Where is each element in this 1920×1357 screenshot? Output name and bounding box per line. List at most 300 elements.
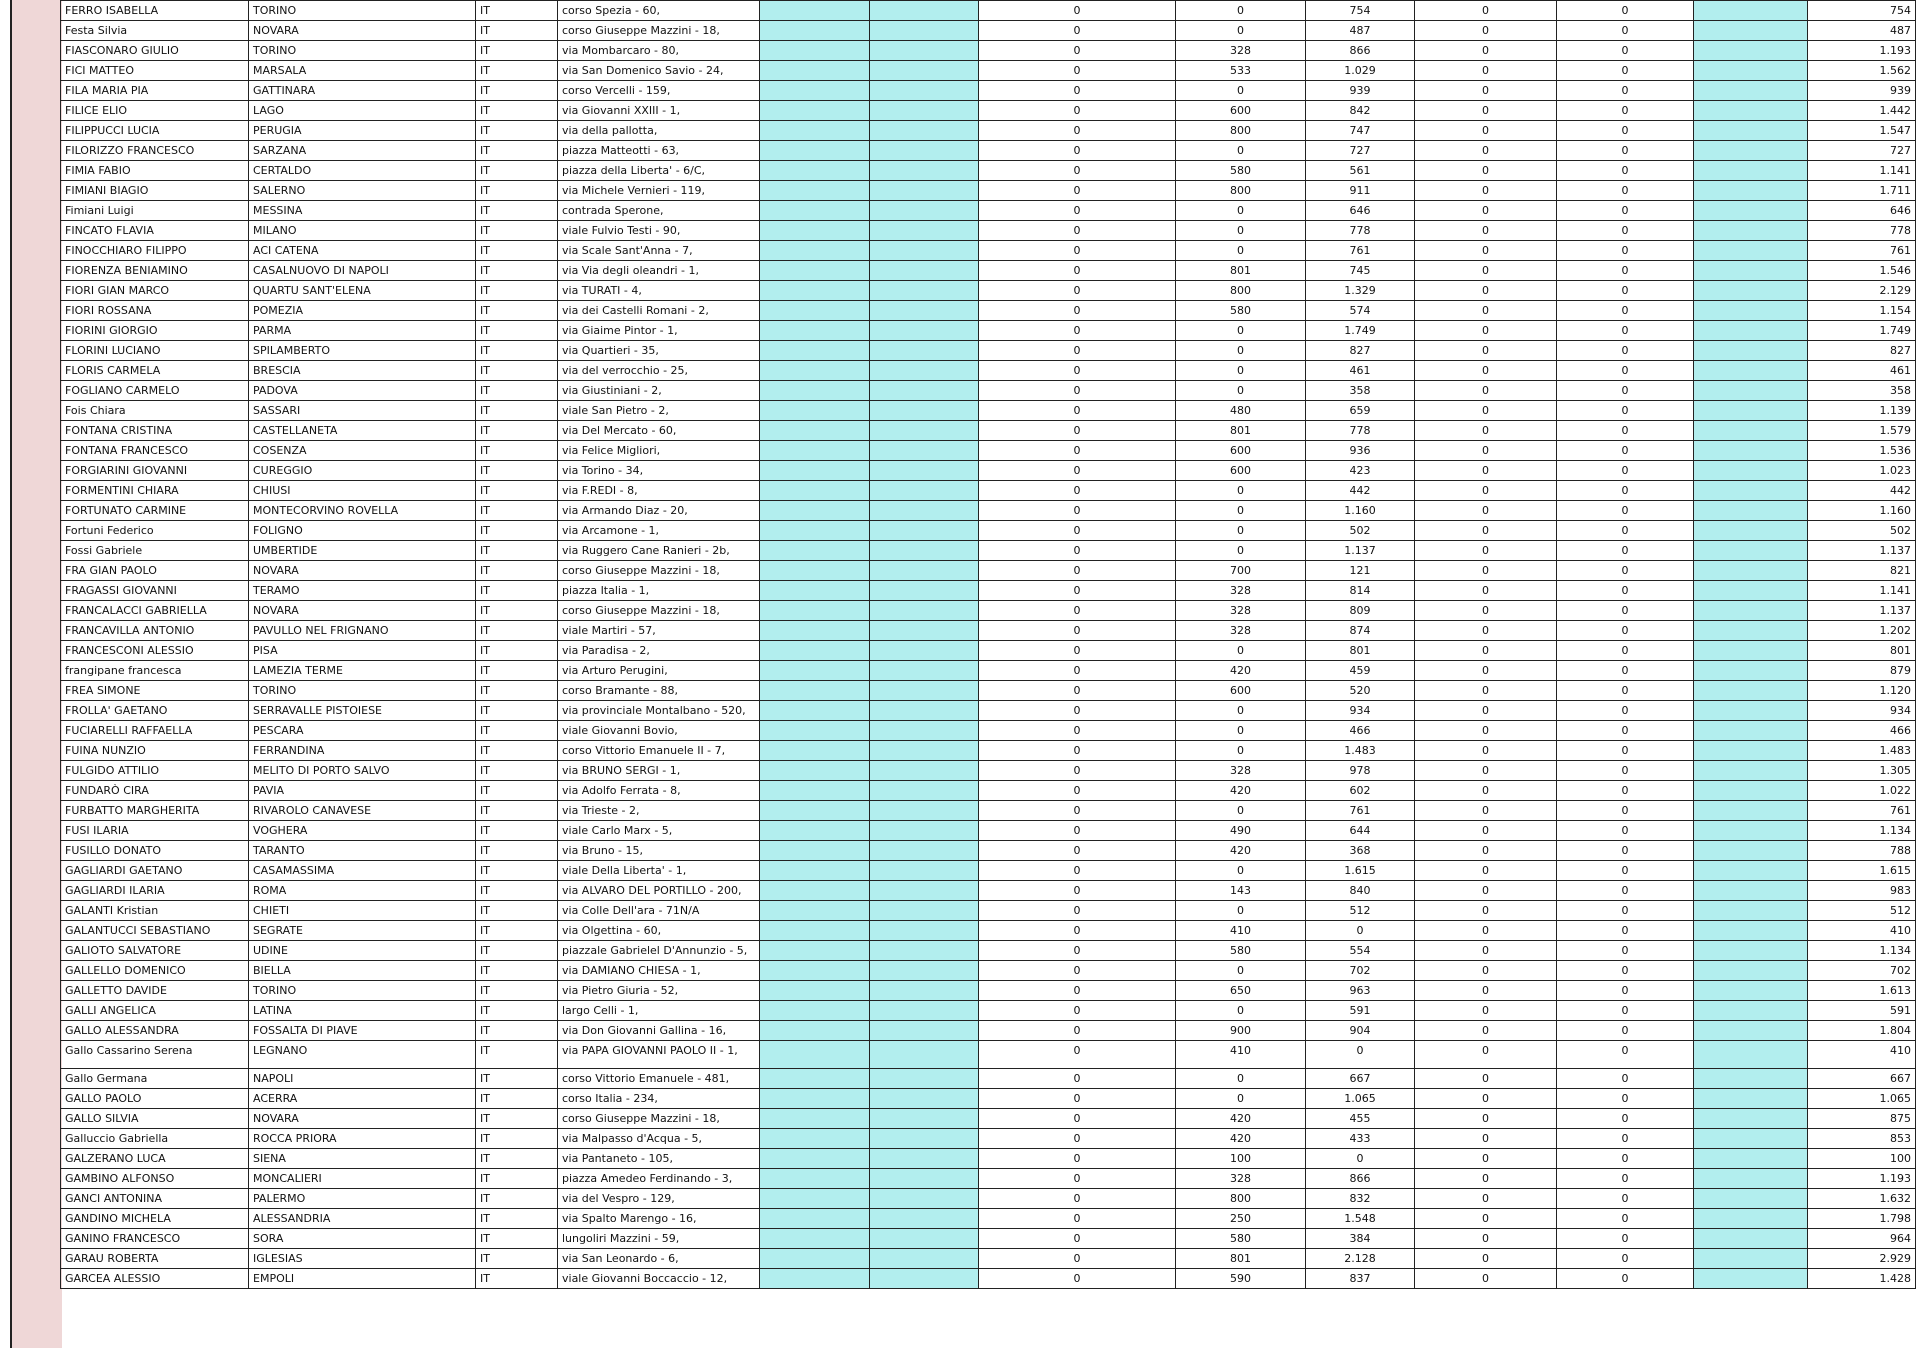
address-cell: piazza Amedeo Ferdinando - 3,: [558, 1169, 760, 1189]
city-cell: SIENA: [249, 1149, 476, 1169]
highlight-cell: [760, 1041, 870, 1069]
highlight-cell: [1694, 521, 1808, 541]
amount-cell-5: 0: [1557, 581, 1694, 601]
amount-cell-2: 0: [1176, 641, 1306, 661]
amount-cell-5: 0: [1557, 121, 1694, 141]
city-cell: EMPOLI: [249, 1269, 476, 1289]
highlight-cell: [870, 221, 979, 241]
amount-cell-5: 0: [1557, 781, 1694, 801]
table-row: [61, 961, 1916, 981]
amount-cell-1: 0: [979, 481, 1176, 501]
country-cell: IT: [476, 261, 558, 281]
table-row: [61, 1249, 1916, 1269]
amount-cell-3: 0: [1306, 921, 1415, 941]
name-cell: GANDINO MICHELA: [61, 1209, 249, 1229]
highlight-cell: [1694, 301, 1808, 321]
table-row: [61, 361, 1916, 381]
amount-cell-2: 0: [1176, 81, 1306, 101]
city-cell: TORINO: [249, 981, 476, 1001]
amount-cell-3: 1.548: [1306, 1209, 1415, 1229]
amount-cell-3: 487: [1306, 21, 1415, 41]
amount-cell-1: 0: [979, 261, 1176, 281]
amount-cell-1: 0: [979, 781, 1176, 801]
amount-cell-4: 0: [1415, 1189, 1557, 1209]
city-cell: PADOVA: [249, 381, 476, 401]
highlight-cell: [1694, 1109, 1808, 1129]
total-cell: 964: [1808, 1229, 1916, 1249]
amount-cell-4: 0: [1415, 1229, 1557, 1249]
highlight-cell: [1694, 1041, 1808, 1069]
highlight-cell: [870, 641, 979, 661]
amount-cell-3: 827: [1306, 341, 1415, 361]
highlight-cell: [870, 1229, 979, 1249]
table-row: [61, 981, 1916, 1001]
total-cell: 761: [1808, 241, 1916, 261]
total-cell: 1.141: [1808, 161, 1916, 181]
city-cell: PERUGIA: [249, 121, 476, 141]
highlight-cell: [870, 401, 979, 421]
amount-cell-5: 0: [1557, 701, 1694, 721]
country-cell: IT: [476, 341, 558, 361]
amount-cell-5: 0: [1557, 801, 1694, 821]
amount-cell-5: 0: [1557, 1249, 1694, 1269]
amount-cell-5: 0: [1557, 881, 1694, 901]
name-cell: GALLO SILVIA: [61, 1109, 249, 1129]
amount-cell-1: 0: [979, 1069, 1176, 1089]
highlight-cell: [870, 481, 979, 501]
address-cell: viale Fulvio Testi - 90,: [558, 221, 760, 241]
total-cell: 1.579: [1808, 421, 1916, 441]
amount-cell-4: 0: [1415, 1089, 1557, 1109]
total-cell: 1.483: [1808, 741, 1916, 761]
highlight-cell: [870, 821, 979, 841]
amount-cell-2: 0: [1176, 961, 1306, 981]
address-cell: viale San Pietro - 2,: [558, 401, 760, 421]
total-cell: 667: [1808, 1069, 1916, 1089]
highlight-cell: [1694, 1069, 1808, 1089]
amount-cell-4: 0: [1415, 241, 1557, 261]
table-row: [61, 581, 1916, 601]
highlight-cell: [870, 441, 979, 461]
highlight-cell: [760, 901, 870, 921]
name-cell: FORMENTINI CHIARA: [61, 481, 249, 501]
highlight-cell: [760, 541, 870, 561]
amount-cell-2: 0: [1176, 21, 1306, 41]
highlight-cell: [1694, 701, 1808, 721]
amount-cell-3: 801: [1306, 641, 1415, 661]
amount-cell-1: 0: [979, 1229, 1176, 1249]
address-cell: contrada Sperone,: [558, 201, 760, 221]
highlight-cell: [760, 161, 870, 181]
amount-cell-3: 554: [1306, 941, 1415, 961]
highlight-cell: [870, 201, 979, 221]
highlight-cell: [760, 321, 870, 341]
name-cell: FIORI GIAN MARCO: [61, 281, 249, 301]
amount-cell-4: 0: [1415, 621, 1557, 641]
amount-cell-4: 0: [1415, 561, 1557, 581]
name-cell: FICI MATTEO: [61, 61, 249, 81]
highlight-cell: [870, 161, 979, 181]
amount-cell-1: 0: [979, 1001, 1176, 1021]
highlight-cell: [870, 261, 979, 281]
amount-cell-3: 455: [1306, 1109, 1415, 1129]
name-cell: FERRO ISABELLA: [61, 1, 249, 21]
city-cell: GATTINARA: [249, 81, 476, 101]
highlight-cell: [870, 961, 979, 981]
name-cell: Fossi Gabriele: [61, 541, 249, 561]
total-cell: 1.305: [1808, 761, 1916, 781]
name-cell: FRA GIAN PAOLO: [61, 561, 249, 581]
highlight-cell: [760, 21, 870, 41]
table-row: [61, 781, 1916, 801]
city-cell: BIELLA: [249, 961, 476, 981]
amount-cell-2: 0: [1176, 341, 1306, 361]
highlight-cell: [760, 941, 870, 961]
highlight-cell: [870, 981, 979, 1001]
amount-cell-1: 0: [979, 201, 1176, 221]
amount-cell-2: 800: [1176, 181, 1306, 201]
highlight-cell: [1694, 61, 1808, 81]
table-row: [61, 181, 1916, 201]
amount-cell-5: 0: [1557, 901, 1694, 921]
table-row: [61, 421, 1916, 441]
address-cell: via Bruno - 15,: [558, 841, 760, 861]
highlight-cell: [870, 1041, 979, 1069]
amount-cell-5: 0: [1557, 1, 1694, 21]
country-cell: IT: [476, 1229, 558, 1249]
amount-cell-2: 420: [1176, 1109, 1306, 1129]
highlight-cell: [760, 601, 870, 621]
highlight-cell: [1694, 1249, 1808, 1269]
address-cell: via Giaime Pintor - 1,: [558, 321, 760, 341]
total-cell: 1.139: [1808, 401, 1916, 421]
highlight-cell: [760, 461, 870, 481]
amount-cell-3: 832: [1306, 1189, 1415, 1209]
amount-cell-4: 0: [1415, 821, 1557, 841]
amount-cell-3: 761: [1306, 241, 1415, 261]
amount-cell-4: 0: [1415, 1129, 1557, 1149]
amount-cell-3: 520: [1306, 681, 1415, 701]
highlight-cell: [760, 1129, 870, 1149]
table-row: [61, 561, 1916, 581]
amount-cell-2: 250: [1176, 1209, 1306, 1229]
table-row: [61, 1189, 1916, 1209]
highlight-cell: [760, 481, 870, 501]
country-cell: IT: [476, 721, 558, 741]
highlight-cell: [870, 1001, 979, 1021]
amount-cell-3: 866: [1306, 41, 1415, 61]
address-cell: via Pietro Giuria - 52,: [558, 981, 760, 1001]
amount-cell-4: 0: [1415, 741, 1557, 761]
country-cell: IT: [476, 1001, 558, 1021]
amount-cell-4: 0: [1415, 941, 1557, 961]
amount-cell-1: 0: [979, 921, 1176, 941]
amount-cell-1: 0: [979, 641, 1176, 661]
address-cell: via Armando Diaz - 20,: [558, 501, 760, 521]
highlight-cell: [1694, 381, 1808, 401]
amount-cell-2: 0: [1176, 141, 1306, 161]
highlight-cell: [760, 241, 870, 261]
highlight-cell: [870, 701, 979, 721]
highlight-cell: [870, 741, 979, 761]
amount-cell-2: 100: [1176, 1149, 1306, 1169]
name-cell: GALLELLO DOMENICO: [61, 961, 249, 981]
amount-cell-3: 574: [1306, 301, 1415, 321]
highlight-cell: [760, 1, 870, 21]
highlight-cell: [760, 761, 870, 781]
amount-cell-1: 0: [979, 821, 1176, 841]
total-cell: 1.202: [1808, 621, 1916, 641]
address-cell: piazza Matteotti - 63,: [558, 141, 760, 161]
city-cell: TARANTO: [249, 841, 476, 861]
amount-cell-2: 0: [1176, 361, 1306, 381]
highlight-cell: [870, 341, 979, 361]
amount-cell-4: 0: [1415, 661, 1557, 681]
total-cell: 1.798: [1808, 1209, 1916, 1229]
city-cell: ROCCA PRIORA: [249, 1129, 476, 1149]
highlight-cell: [1694, 161, 1808, 181]
amount-cell-3: 433: [1306, 1129, 1415, 1149]
amount-cell-3: 646: [1306, 201, 1415, 221]
amount-cell-2: 0: [1176, 1069, 1306, 1089]
name-cell: FORGIARINI GIOVANNI: [61, 461, 249, 481]
amount-cell-5: 0: [1557, 1169, 1694, 1189]
address-cell: via della pallotta,: [558, 121, 760, 141]
address-cell: corso Giuseppe Mazzini - 18,: [558, 1109, 760, 1129]
amount-cell-3: 602: [1306, 781, 1415, 801]
amount-cell-5: 0: [1557, 481, 1694, 501]
amount-cell-4: 0: [1415, 141, 1557, 161]
city-cell: SORA: [249, 1229, 476, 1249]
amount-cell-4: 0: [1415, 1021, 1557, 1041]
address-cell: corso Giuseppe Mazzini - 18,: [558, 601, 760, 621]
amount-cell-3: 840: [1306, 881, 1415, 901]
city-cell: PARMA: [249, 321, 476, 341]
highlight-cell: [1694, 721, 1808, 741]
amount-cell-1: 0: [979, 561, 1176, 581]
name-cell: FIORI ROSSANA: [61, 301, 249, 321]
name-cell: FILORIZZO FRANCESCO: [61, 141, 249, 161]
name-cell: FILIPPUCCI LUCIA: [61, 121, 249, 141]
highlight-cell: [760, 81, 870, 101]
total-cell: 983: [1808, 881, 1916, 901]
address-cell: via Giustiniani - 2,: [558, 381, 760, 401]
amount-cell-1: 0: [979, 501, 1176, 521]
city-cell: SASSARI: [249, 401, 476, 421]
amount-cell-2: 600: [1176, 461, 1306, 481]
address-cell: corso Giuseppe Mazzini - 18,: [558, 21, 760, 41]
name-cell: Gallo Cassarino Serena: [61, 1041, 249, 1069]
table-row: [61, 861, 1916, 881]
address-cell: viale Carlo Marx - 5,: [558, 821, 760, 841]
amount-cell-3: 2.128: [1306, 1249, 1415, 1269]
amount-cell-5: 0: [1557, 221, 1694, 241]
amount-cell-4: 0: [1415, 1069, 1557, 1089]
name-cell: FROLLA' GAETANO: [61, 701, 249, 721]
name-cell: GALANTUCCI SEBASTIANO: [61, 921, 249, 941]
name-cell: FRANCESCONI ALESSIO: [61, 641, 249, 661]
city-cell: SARZANA: [249, 141, 476, 161]
city-cell: MILANO: [249, 221, 476, 241]
total-cell: 461: [1808, 361, 1916, 381]
amount-cell-5: 0: [1557, 181, 1694, 201]
highlight-cell: [870, 781, 979, 801]
amount-cell-3: 702: [1306, 961, 1415, 981]
address-cell: via Adolfo Ferrata - 8,: [558, 781, 760, 801]
total-cell: 1.536: [1808, 441, 1916, 461]
highlight-cell: [1694, 481, 1808, 501]
highlight-cell: [870, 801, 979, 821]
address-cell: largo Celli - 1,: [558, 1001, 760, 1021]
highlight-cell: [1694, 781, 1808, 801]
amount-cell-5: 0: [1557, 1089, 1694, 1109]
highlight-cell: [1694, 81, 1808, 101]
total-cell: 1.065: [1808, 1089, 1916, 1109]
highlight-cell: [760, 421, 870, 441]
city-cell: SPILAMBERTO: [249, 341, 476, 361]
city-cell: SALERNO: [249, 181, 476, 201]
highlight-cell: [870, 1089, 979, 1109]
table-row: [61, 641, 1916, 661]
address-cell: corso Vittorio Emanuele II - 7,: [558, 741, 760, 761]
table-row: [61, 541, 1916, 561]
amount-cell-5: 0: [1557, 301, 1694, 321]
name-cell: FONTANA CRISTINA: [61, 421, 249, 441]
address-cell: via Spalto Marengo - 16,: [558, 1209, 760, 1229]
highlight-cell: [870, 1069, 979, 1089]
highlight-cell: [760, 1069, 870, 1089]
highlight-cell: [760, 1001, 870, 1021]
amount-cell-2: 700: [1176, 561, 1306, 581]
amount-cell-1: 0: [979, 1041, 1176, 1069]
amount-cell-1: 0: [979, 1269, 1176, 1289]
country-cell: IT: [476, 421, 558, 441]
city-cell: TORINO: [249, 681, 476, 701]
amount-cell-2: 0: [1176, 381, 1306, 401]
highlight-cell: [760, 661, 870, 681]
amount-cell-4: 0: [1415, 421, 1557, 441]
highlight-cell: [870, 881, 979, 901]
highlight-cell: [870, 501, 979, 521]
amount-cell-5: 0: [1557, 521, 1694, 541]
amount-cell-2: 328: [1176, 601, 1306, 621]
city-cell: NAPOLI: [249, 1069, 476, 1089]
amount-cell-4: 0: [1415, 761, 1557, 781]
amount-cell-4: 0: [1415, 341, 1557, 361]
highlight-cell: [1694, 801, 1808, 821]
amount-cell-5: 0: [1557, 81, 1694, 101]
name-cell: GAGLIARDI ILARIA: [61, 881, 249, 901]
country-cell: IT: [476, 881, 558, 901]
highlight-cell: [760, 501, 870, 521]
amount-cell-1: 0: [979, 1169, 1176, 1189]
total-cell: 1.632: [1808, 1189, 1916, 1209]
country-cell: IT: [476, 201, 558, 221]
amount-cell-3: 384: [1306, 1229, 1415, 1249]
amount-cell-5: 0: [1557, 201, 1694, 221]
highlight-cell: [760, 741, 870, 761]
highlight-cell: [760, 921, 870, 941]
highlight-cell: [760, 181, 870, 201]
amount-cell-2: 580: [1176, 301, 1306, 321]
amount-cell-3: 368: [1306, 841, 1415, 861]
amount-cell-4: 0: [1415, 181, 1557, 201]
amount-cell-5: 0: [1557, 681, 1694, 701]
amount-cell-2: 0: [1176, 501, 1306, 521]
name-cell: GAMBINO ALFONSO: [61, 1169, 249, 1189]
country-cell: IT: [476, 521, 558, 541]
amount-cell-3: 911: [1306, 181, 1415, 201]
table-row: [61, 661, 1916, 681]
highlight-cell: [870, 1169, 979, 1189]
amount-cell-3: 0: [1306, 1041, 1415, 1069]
table-row: [61, 741, 1916, 761]
amount-cell-4: 0: [1415, 1041, 1557, 1069]
highlight-cell: [870, 21, 979, 41]
amount-cell-4: 0: [1415, 901, 1557, 921]
city-cell: NOVARA: [249, 1109, 476, 1129]
total-cell: 2.929: [1808, 1249, 1916, 1269]
table-row: [61, 261, 1916, 281]
highlight-cell: [870, 581, 979, 601]
country-cell: IT: [476, 81, 558, 101]
address-cell: piazza della Liberta' - 6/C,: [558, 161, 760, 181]
highlight-cell: [760, 121, 870, 141]
country-cell: IT: [476, 641, 558, 661]
amount-cell-3: 939: [1306, 81, 1415, 101]
city-cell: CASTELLANETA: [249, 421, 476, 441]
address-cell: via Scale Sant'Anna - 7,: [558, 241, 760, 261]
address-cell: via San Domenico Savio - 24,: [558, 61, 760, 81]
amount-cell-4: 0: [1415, 861, 1557, 881]
table-row: [61, 821, 1916, 841]
amount-cell-3: 727: [1306, 141, 1415, 161]
address-cell: piazzale Gabrielel D'Annunzio - 5,: [558, 941, 760, 961]
address-cell: via DAMIANO CHIESA - 1,: [558, 961, 760, 981]
amount-cell-5: 0: [1557, 561, 1694, 581]
table-row: [61, 1149, 1916, 1169]
table-row: [61, 61, 1916, 81]
amount-cell-2: 420: [1176, 661, 1306, 681]
amount-cell-4: 0: [1415, 461, 1557, 481]
amount-cell-5: 0: [1557, 821, 1694, 841]
highlight-cell: [760, 341, 870, 361]
table-row: [61, 1169, 1916, 1189]
country-cell: IT: [476, 441, 558, 461]
amount-cell-1: 0: [979, 961, 1176, 981]
country-cell: IT: [476, 701, 558, 721]
city-cell: SEGRATE: [249, 921, 476, 941]
highlight-cell: [1694, 961, 1808, 981]
highlight-cell: [1694, 921, 1808, 941]
amount-cell-2: 328: [1176, 761, 1306, 781]
table-row: [61, 1021, 1916, 1041]
country-cell: IT: [476, 241, 558, 261]
country-cell: IT: [476, 841, 558, 861]
amount-cell-1: 0: [979, 221, 1176, 241]
country-cell: IT: [476, 941, 558, 961]
highlight-cell: [870, 601, 979, 621]
highlight-cell: [760, 101, 870, 121]
amount-cell-4: 0: [1415, 61, 1557, 81]
total-cell: 879: [1808, 661, 1916, 681]
highlight-cell: [1694, 141, 1808, 161]
highlight-cell: [760, 201, 870, 221]
amount-cell-5: 0: [1557, 761, 1694, 781]
city-cell: LEGNANO: [249, 1041, 476, 1069]
amount-cell-2: 0: [1176, 1, 1306, 21]
total-cell: 512: [1808, 901, 1916, 921]
